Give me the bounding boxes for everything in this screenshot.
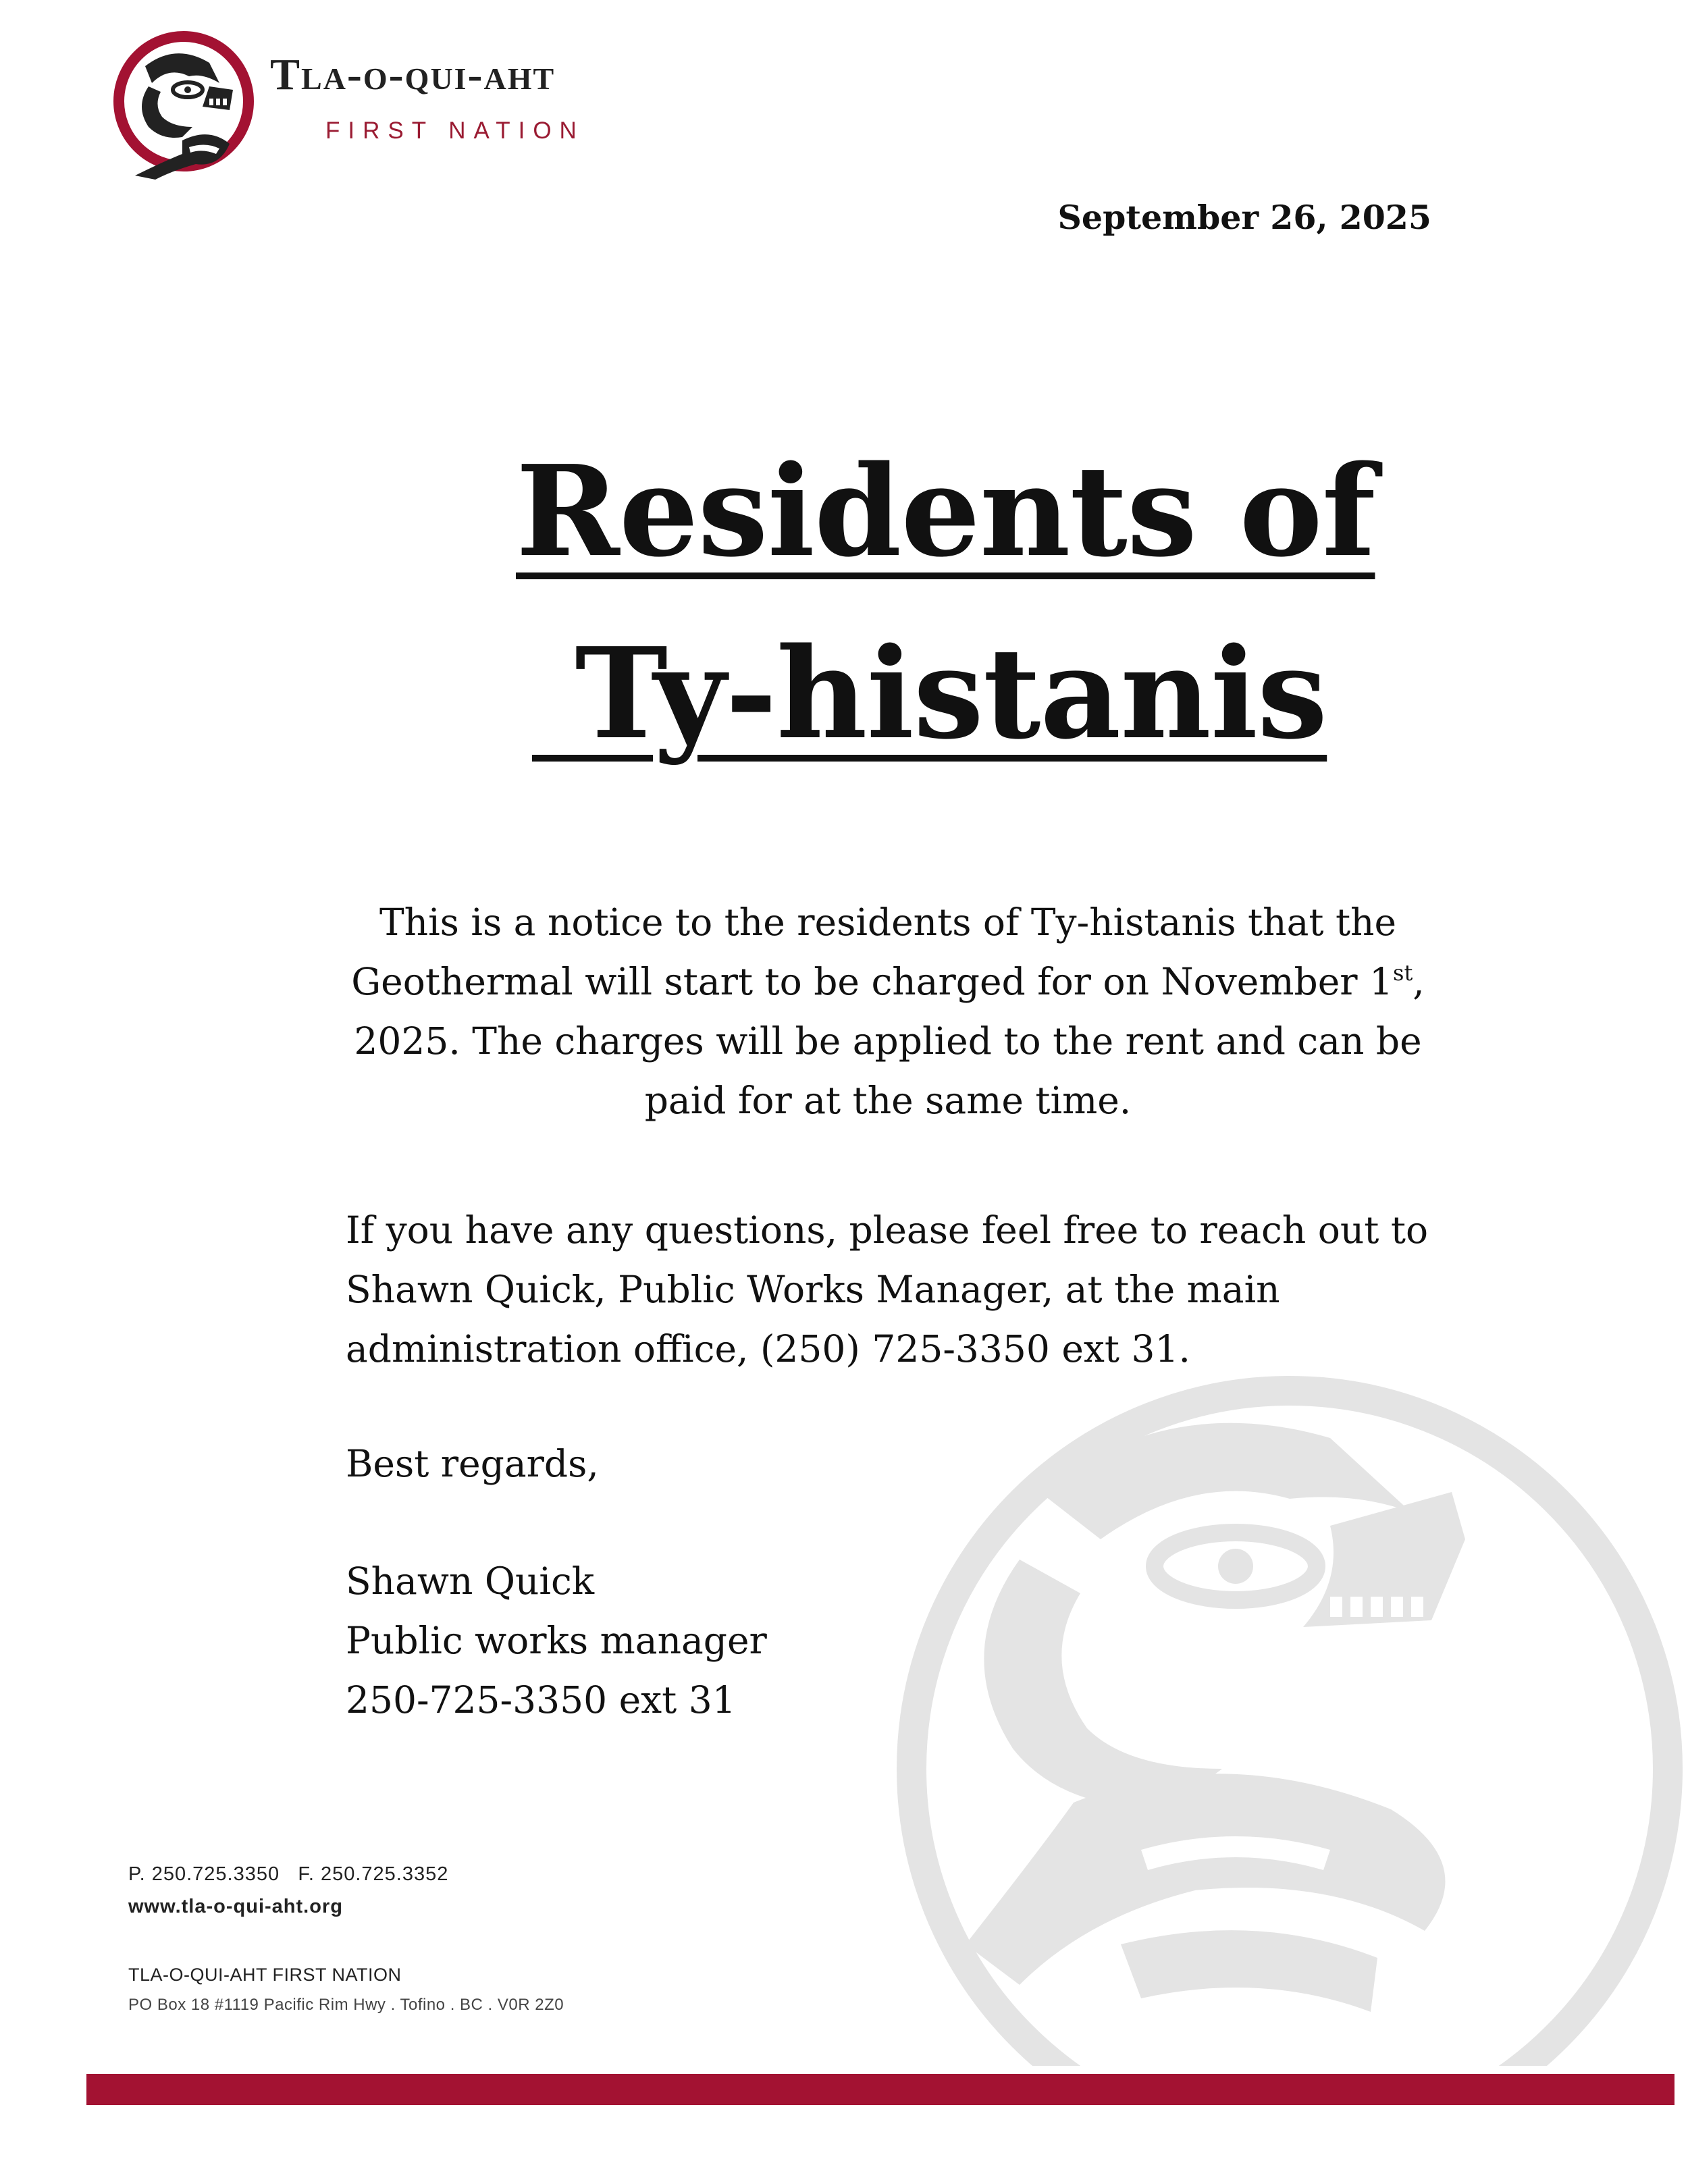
signature-name: Shawn Quick bbox=[346, 1560, 595, 1603]
notice-title-line-1: Residents of bbox=[516, 437, 1375, 585]
notice-text-part1: This is a notice to the residents of Ty-histanis that the Geothermal will start to be charged for on November 1 bbox=[351, 901, 1397, 1003]
fax-number: 250.725.3352 bbox=[320, 1863, 449, 1885]
notice-title-line-2: Ty-histanis bbox=[532, 620, 1327, 767]
footer-contact-numbers bbox=[128, 1865, 448, 1884]
questions-paragraph: If you have any questions, please feel free to reach out to Shawn Quick, Public Works Manager, at the main administration office, (250) 725-3350 ext 31. bbox=[346, 1208, 1429, 1370]
phone-label: P. bbox=[128, 1863, 146, 1885]
footer-website: www.tla-o-qui-aht.org bbox=[128, 1896, 343, 1917]
serpent-emblem-icon bbox=[108, 26, 260, 181]
organization-subtitle: FIRST NATION bbox=[325, 117, 585, 144]
notice-text-part2: , 2025. The charges will be applied to the rent and can be paid for at the same time. bbox=[354, 960, 1425, 1122]
ordinal-suffix: st bbox=[1393, 959, 1413, 986]
footer-organization: TLA-O-QUI-AHT FIRST NATION bbox=[128, 1965, 402, 1985]
footer-address: PO Box 18 #1119 Pacific Rim Hwy . Tofino . BC . V0R 2Z0 bbox=[128, 1996, 564, 2014]
signature-role: Public works manager bbox=[346, 1619, 767, 1662]
closing-line: Best regards, bbox=[346, 1442, 599, 1485]
letter-date: September 26, 2025 bbox=[1057, 198, 1431, 237]
notice-paragraph bbox=[324, 893, 1452, 1130]
footer-accent-bar bbox=[86, 2074, 1674, 2105]
signature-phone: 250-725-3350 ext 31 bbox=[346, 1678, 736, 1722]
organization-name: Tla-o-qui-aht bbox=[270, 50, 556, 99]
phone-number: 250.725.3350 bbox=[151, 1863, 280, 1885]
serpent-watermark-icon bbox=[817, 1337, 1688, 2066]
fax-label: F. bbox=[298, 1863, 315, 1885]
signature-block bbox=[346, 1551, 767, 1730]
